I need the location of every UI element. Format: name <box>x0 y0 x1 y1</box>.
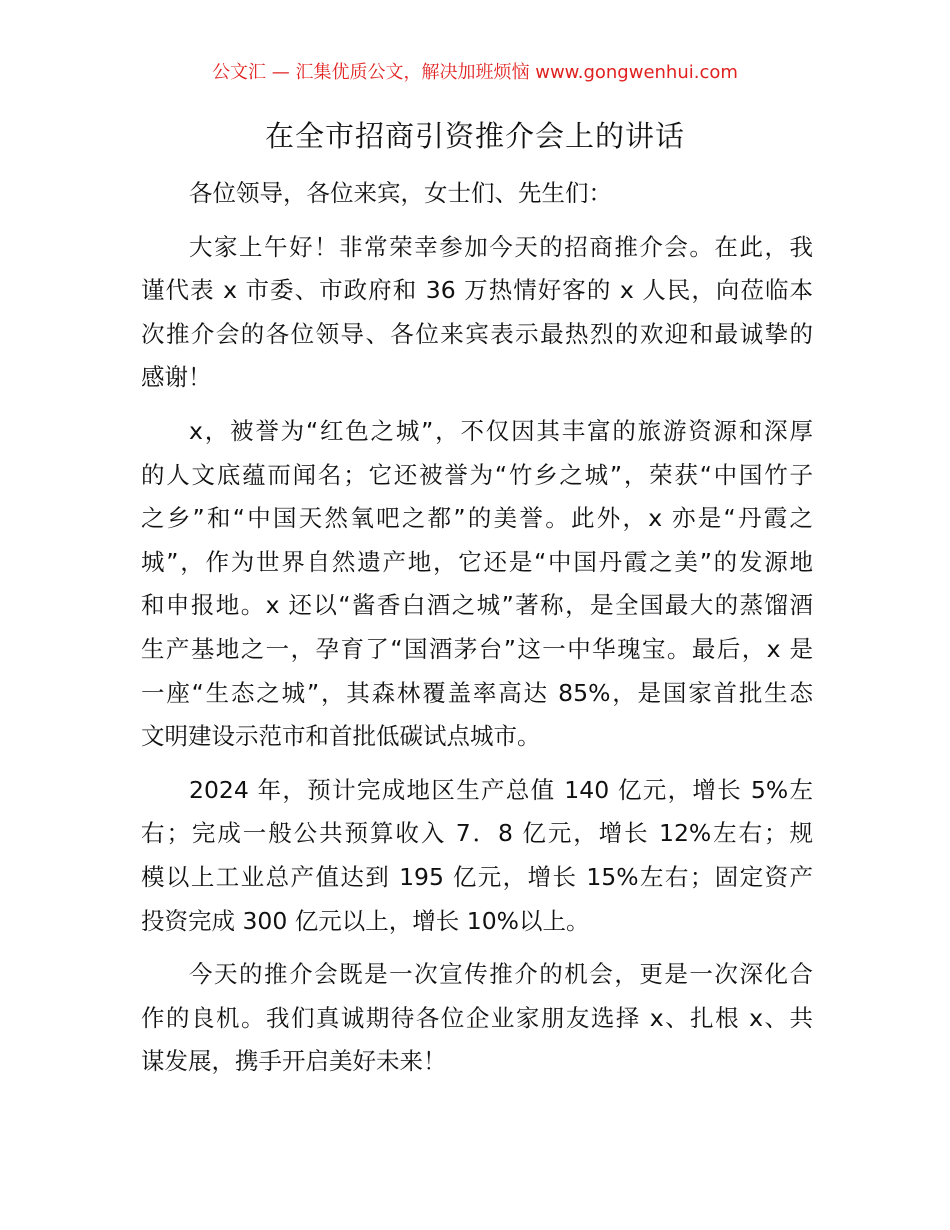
document-title: 在全市招商引资推介会上的讲话 <box>264 119 685 153</box>
text-line: 模以上工业总产值达到 195 亿元，增长 15%左右；固定资产 <box>141 862 813 891</box>
text-line: 生产基地之一，孕育了“国酒茅台”这一中华瑰宝。最后，x 是 <box>141 634 813 663</box>
text-line: x，被誉为“红色之城”，不仅因其丰富的旅游资源和深厚 <box>189 416 813 445</box>
paragraph <box>141 226 813 400</box>
site-banner: 公文汇 — 汇集优质公文，解决加班烦恼 www.gongwenhui.com <box>212 62 738 83</box>
text-line: 各位领导，各位来宾，女士们、先生们： <box>189 179 612 207</box>
text-line: 谋发展，携手开启美好未来！ <box>141 1047 447 1076</box>
text-line: 和申报地。x 还以“酱香白酒之城”著称，是全国最大的蒸馏酒 <box>141 591 813 620</box>
paragraph <box>141 769 813 943</box>
text-line: 今天的推介会既是一次宣传推介的机会，更是一次深化合 <box>189 960 813 989</box>
text-line: 大家上午好！非常荣幸参加今天的招商推介会。在此，我 <box>189 232 813 261</box>
text-line: 的人文底蕴而闻名；它还被誉为“竹乡之城”，荣获“中国竹子 <box>141 460 813 489</box>
text-line: 谨代表 x 市委、市政府和 36 万热情好客的 x 人民，向莅临本 <box>141 276 813 305</box>
text-line: 2024 年，预计完成地区生产总值 140 亿元，增长 5%左 <box>189 775 813 804</box>
document-body <box>141 172 813 1094</box>
text-line: 一座“生态之城”，其森林覆盖率高达 85%，是国家首批生态 <box>141 678 813 707</box>
text-line: 次推介会的各位领导、各位来宾表示最热烈的欢迎和最诚挚的 <box>141 319 813 348</box>
text-line: 投资完成 300 亿元以上，增长 10%以上。 <box>141 906 590 935</box>
text-line: 感谢！ <box>141 363 212 392</box>
salutation <box>141 172 813 216</box>
text-line: 城”，作为世界自然遗产地，它还是“中国丹霞之美”的发源地 <box>141 547 813 576</box>
text-line: 右；完成一般公共预算收入 7．8 亿元，增长 12%左右；规 <box>141 819 813 848</box>
text-line: 之乡”和“中国天然氧吧之都”的美誉。此外，x 亦是“丹霞之 <box>141 504 813 533</box>
text-line: 作的良机。我们真诚期待各位企业家朋友选择 x、扎根 x、共 <box>141 1003 813 1032</box>
paragraph <box>141 953 813 1084</box>
paragraph <box>141 410 813 759</box>
text-line: 文明建设示范市和首批低碳试点城市。 <box>141 722 541 751</box>
